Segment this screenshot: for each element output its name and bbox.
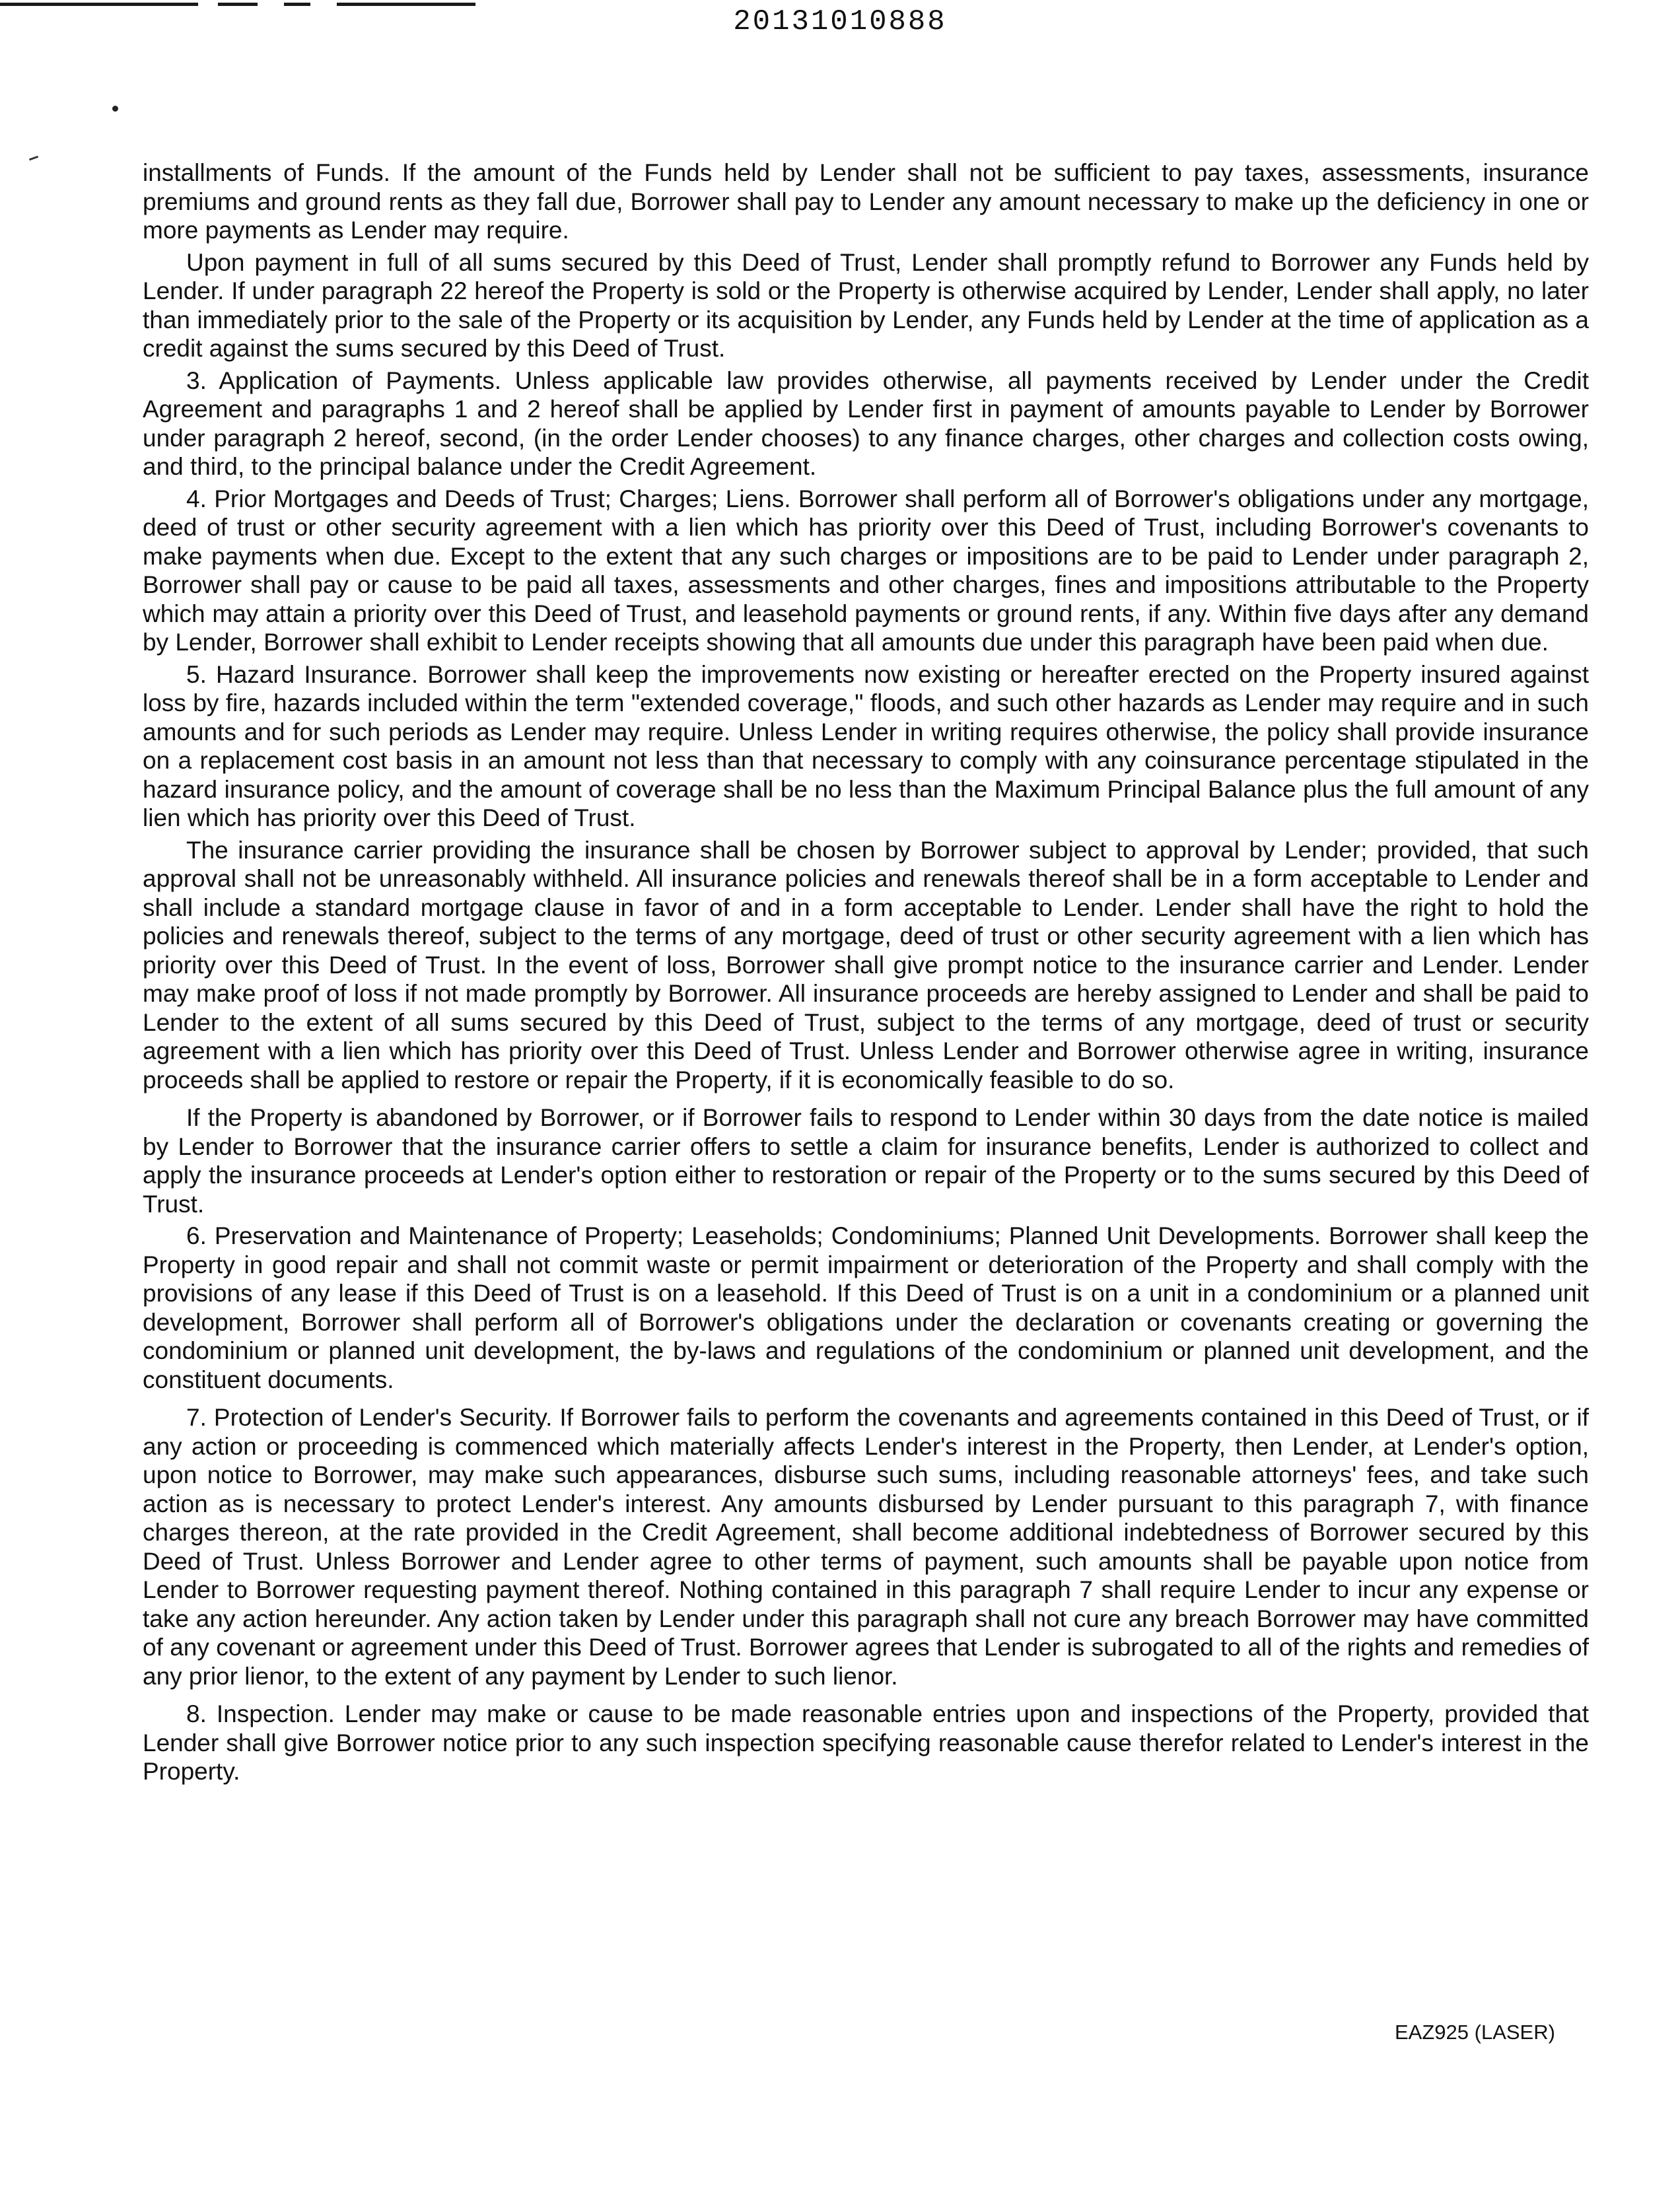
document-body [143,158,1589,1789]
paragraph-property-abandoned: If the Property is abandoned by Borrower, or if Borrower fails to respond to Lender within 30 days from the date notice is mailed by Lender to Borrower that the insurance carrier offers to settle a claim for insurance benefits, Lender is authorized to collect and apply the insurance proceeds at Lender's option either to restoration or repair of the Property or to the sums secured by this Deed of Trust. [143,1104,1589,1218]
scan-mark [29,156,38,161]
scan-speck [112,106,118,112]
paragraph-7-protection-of-security: 7. Protection of Lender's Security. If Borrower fails to perform the covenants and agreements contained in this Deed of Trust, or if any action or proceeding is commenced which materially affects Lender's interest in the Property, then Lender, at Lender's option, upon notice to Borrower, may make such appearances, disburse such sums, including reasonable attorneys' fees, and take such action as is necessary to protect Lender's interest. Any amounts disbursed by Lender pursuant to this paragraph 7, with finance charges thereon, at the rate provided in the Credit Agreement, shall become additional indebtedness of Borrower secured by this Deed of Trust. Unless Borrower and Lender agree to other terms of payment, such amounts shall be payable upon notice from Lender to Borrower requesting payment thereof. Nothing contained in this paragraph 7 shall require Lender to incur any expense or take any action hereunder. Any action taken by Lender under this paragraph shall not cure any breach Borrower may have committed of any covenant or agreement under this Deed of Trust. Borrower agrees that Lender is subrogated to all of the rights and remedies of any prior lienor, to the extent of any payment by Lender to such lienor. [143,1404,1589,1690]
paragraph-3-application-of-payments: 3. Application of Payments. Unless applicable law provides otherwise, all payments received by Lender under the Credit Agreement and paragraphs 1 and 2 hereof shall be applied by Lender first in payment of amounts payable to Lender by Borrower under paragraph 2 hereof, second, (in the order Lender chooses) to any finance charges, other charges and collection costs owing, and third, to the principal balance under the Credit Agreement. [143,366,1589,480]
paragraph-4-prior-mortgages: 4. Prior Mortgages and Deeds of Trust; Charges; Liens. Borrower shall perform all of Borrower's obligations under any mortgage, deed of trust or other security agreement with a lien which has priority over this Deed of Trust, including Borrower's covenants to make payments when due. Except to the extent that any such charges or impositions are to be paid to Lender under paragraph 2, Borrower shall pay or cause to be paid all taxes, assessments and other charges, fines and impositions attributable to the Property which may attain a priority over this Deed of Trust, and leasehold payments or ground rents, if any. Within five days after any demand by Lender, Borrower shall exhibit to Lender receipts showing that all amounts due under this paragraph have been paid when due. [143,485,1589,656]
form-code: EAZ925 (LASER) [1395,2021,1555,2044]
paragraph-5-hazard-insurance: 5. Hazard Insurance. Borrower shall keep the improvements now existing or hereafter erected on the Property insured against loss by fire, hazards included within the term "extended coverage," floods, and such other hazards as Lender may require and in such amounts and for such periods as Lender may require. Unless Lender in writing requires otherwise, the policy shall provide insurance on a replacement cost basis in an amount not less than that necessary to comply with any coinsurance percentage stipulated in the hazard insurance policy, and the amount of coverage shall be no less than the Maximum Principal Balance plus the full amount of any lien which has priority over this Deed of Trust. [143,660,1589,831]
paragraph-6-preservation: 6. Preservation and Maintenance of Property; Leaseholds; Condominiums; Planned Unit Developments. Borrower shall keep the Property in good repair and shall not commit waste or permit impairment or deterioration of the Property and shall comply with the provisions of any lease if this Deed of Trust is on a leasehold. If this Deed of Trust is on a unit in a condominium or a planned unit development, Borrower shall perform all of Borrower's obligations under the declaration or covenants creating or governing the condominium or planned unit development, the by-laws and regulations of the condominium or planned unit development, and the constituent documents. [143,1222,1589,1393]
paragraph-insurance-carrier: The insurance carrier providing the insurance shall be chosen by Borrower subject to approval by Lender; provided, that such approval shall not be unreasonably withheld. All insurance policies and renewals thereof shall be in a form acceptable to Lender and shall include a standard mortgage clause in favor of and in a form acceptable to Lender. Lender shall have the right to hold the policies and renewals thereof, subject to the terms of any mortgage, deed of trust or other security agreement with a lien which has priority over this Deed of Trust. In the event of loss, Borrower shall give prompt notice to the insurance carrier and Lender. Lender may make proof of loss if not made promptly by Borrower. All insurance proceeds are hereby assigned to Lender and shall be paid to Lender to the extent of all sums secured by this Deed of Trust, subject to the terms of any mortgage, deed of trust or security agreement with a lien which has priority over this Deed of Trust. Unless Lender and Borrower otherwise agree in writing, insurance proceeds shall be applied to restore or repair the Property, if it is economically feasible to do so. [143,836,1589,1094]
document-number: 20131010888 [733,5,947,38]
paragraph-funds-installments: installments of Funds. If the amount of the Funds held by Lender shall not be sufficient to pay taxes, assessments, insurance premiums and ground rents as they fall due, Borrower shall pay to Lender any amount necessary to make up the deficiency in one or more payments as Lender may require. [143,159,1589,244]
paragraph-8-inspection: 8. Inspection. Lender may make or cause to be made reasonable entries upon and inspections of the Property, provided that Lender shall give Borrower notice prior to any such inspection specifying reasonable cause therefor related to Lender's interest in the Property. [143,1700,1589,1785]
paragraph-refund-of-funds: Upon payment in full of all sums secured by this Deed of Trust, Lender shall promptly refund to Borrower any Funds held by Lender. If under paragraph 22 hereof the Property is sold or the Property is otherwise acquired by Lender, Lender shall apply, no later than immediately prior to the sale of the Property or its acquisition by Lender, any Funds held by Lender at the time of application as a credit against the sums secured by this Deed of Trust. [143,248,1589,362]
